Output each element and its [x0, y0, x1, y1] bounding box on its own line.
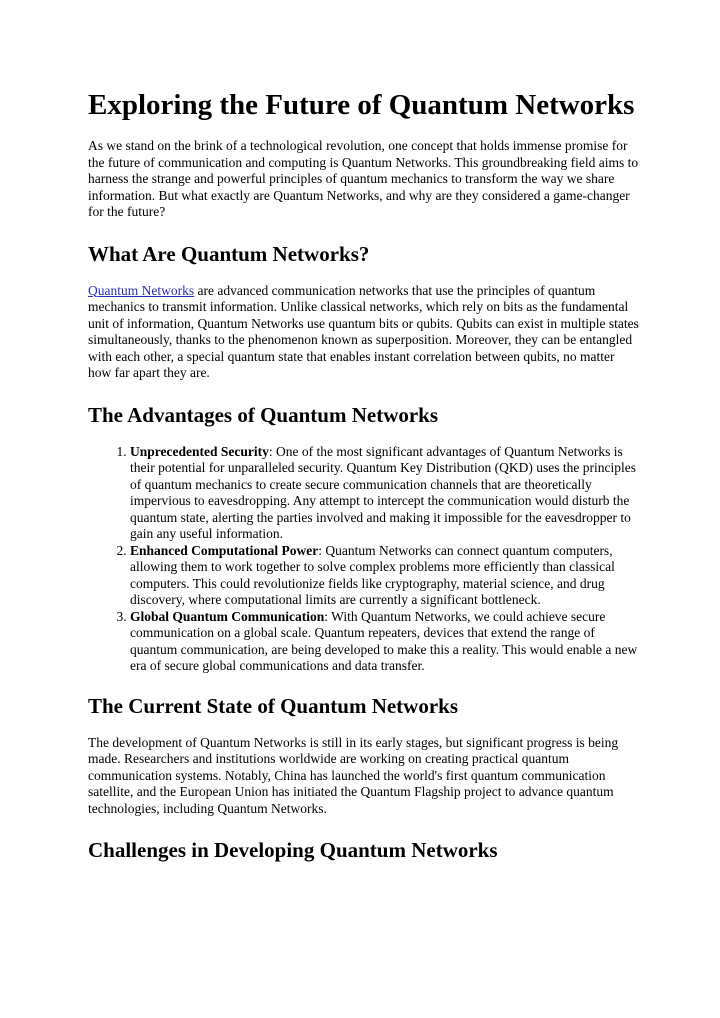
- page-title: Exploring the Future of Quantum Networks: [88, 89, 635, 121]
- list-item: [130, 609, 640, 675]
- list-item: [130, 543, 640, 609]
- heading-current-state: The Current State of Quantum Networks: [88, 693, 459, 718]
- intro-paragraph: As we stand on the brink of a technological revolution, one concept that holds immense promise for the future of communication and computing is Quantum Networks. This groundbreaking field aims to harness the strange and powerful principles of quantum mechanics to transform the way we share information. But what exactly are Quantum Networks, and why are they considered a game-changer for the future?: [88, 138, 639, 219]
- list-item: [130, 444, 640, 543]
- list-item-text: : With Quantum Networks, we could achieve secure communication on a global scale. Quantum repeaters, devices that extend the range of quantum communication, are being developed to make this a reality. This would enable a new era of secure global communications and data transfer.: [130, 608, 638, 673]
- quantum-networks-link[interactable]: Quantum Networks: [88, 282, 195, 298]
- document-page: [88, 88, 640, 879]
- advantages-list: [88, 444, 640, 675]
- heading-challenges: Challenges in Developing Quantum Networks: [88, 838, 498, 862]
- heading-what-are-quantum-networks: What Are Quantum Networks?: [88, 241, 370, 266]
- what-paragraph: [88, 283, 640, 382]
- list-item-text: : One of the most significant advantages of Quantum Networks is their potential for unparalleled security. Quantum Key Distribution (QKD) uses the principles of quantum mechanics to create secure communication channels that are theoretically impervious to eavesdropping. Any attempt to intercept the communication would disturb the quantum state, alerting the parties involved and making it impossible for the eavesdropper to gain any useful information.: [130, 443, 636, 541]
- heading-advantages: The Advantages of Quantum Networks: [88, 402, 439, 427]
- list-item-term: Global Quantum Communication: [130, 608, 325, 624]
- list-item-text: : Quantum Networks can connect quantum computers, allowing them to work together to solve complex problems more efficiently than classical computers. This could revolutionize fields like cryptography, material science, and drug discovery, where computational limits are currently a significant bottleneck.: [130, 542, 615, 607]
- current-state-paragraph: The development of Quantum Networks is still in its early stages, but significant progress is being made. Researchers and institutions worldwide are working on creating practical quantum communication systems. Notably, China has launched the world's first quantum communication satellite, and the European Union has initiated the Quantum Flagship project to advance quantum technologies, including Quantum Networks.: [88, 734, 619, 816]
- what-paragraph-text: are advanced communication networks that use the principles of quantum mechanics to transmit information. Unlike classical networks, which rely on bits as the fundamental unit of information, Quantum Networks use quantum bits or qubits. Qubits can exist in multiple states simultaneously, thanks to the phenomenon known as superposition. Moreover, they can be entangled with each other, a special quantum state that enables instant correlation between qubits, no matter how far apart they are.: [88, 282, 639, 380]
- list-item-term: Enhanced Computational Power: [130, 542, 319, 558]
- list-item-term: Unprecedented Security: [130, 443, 269, 459]
